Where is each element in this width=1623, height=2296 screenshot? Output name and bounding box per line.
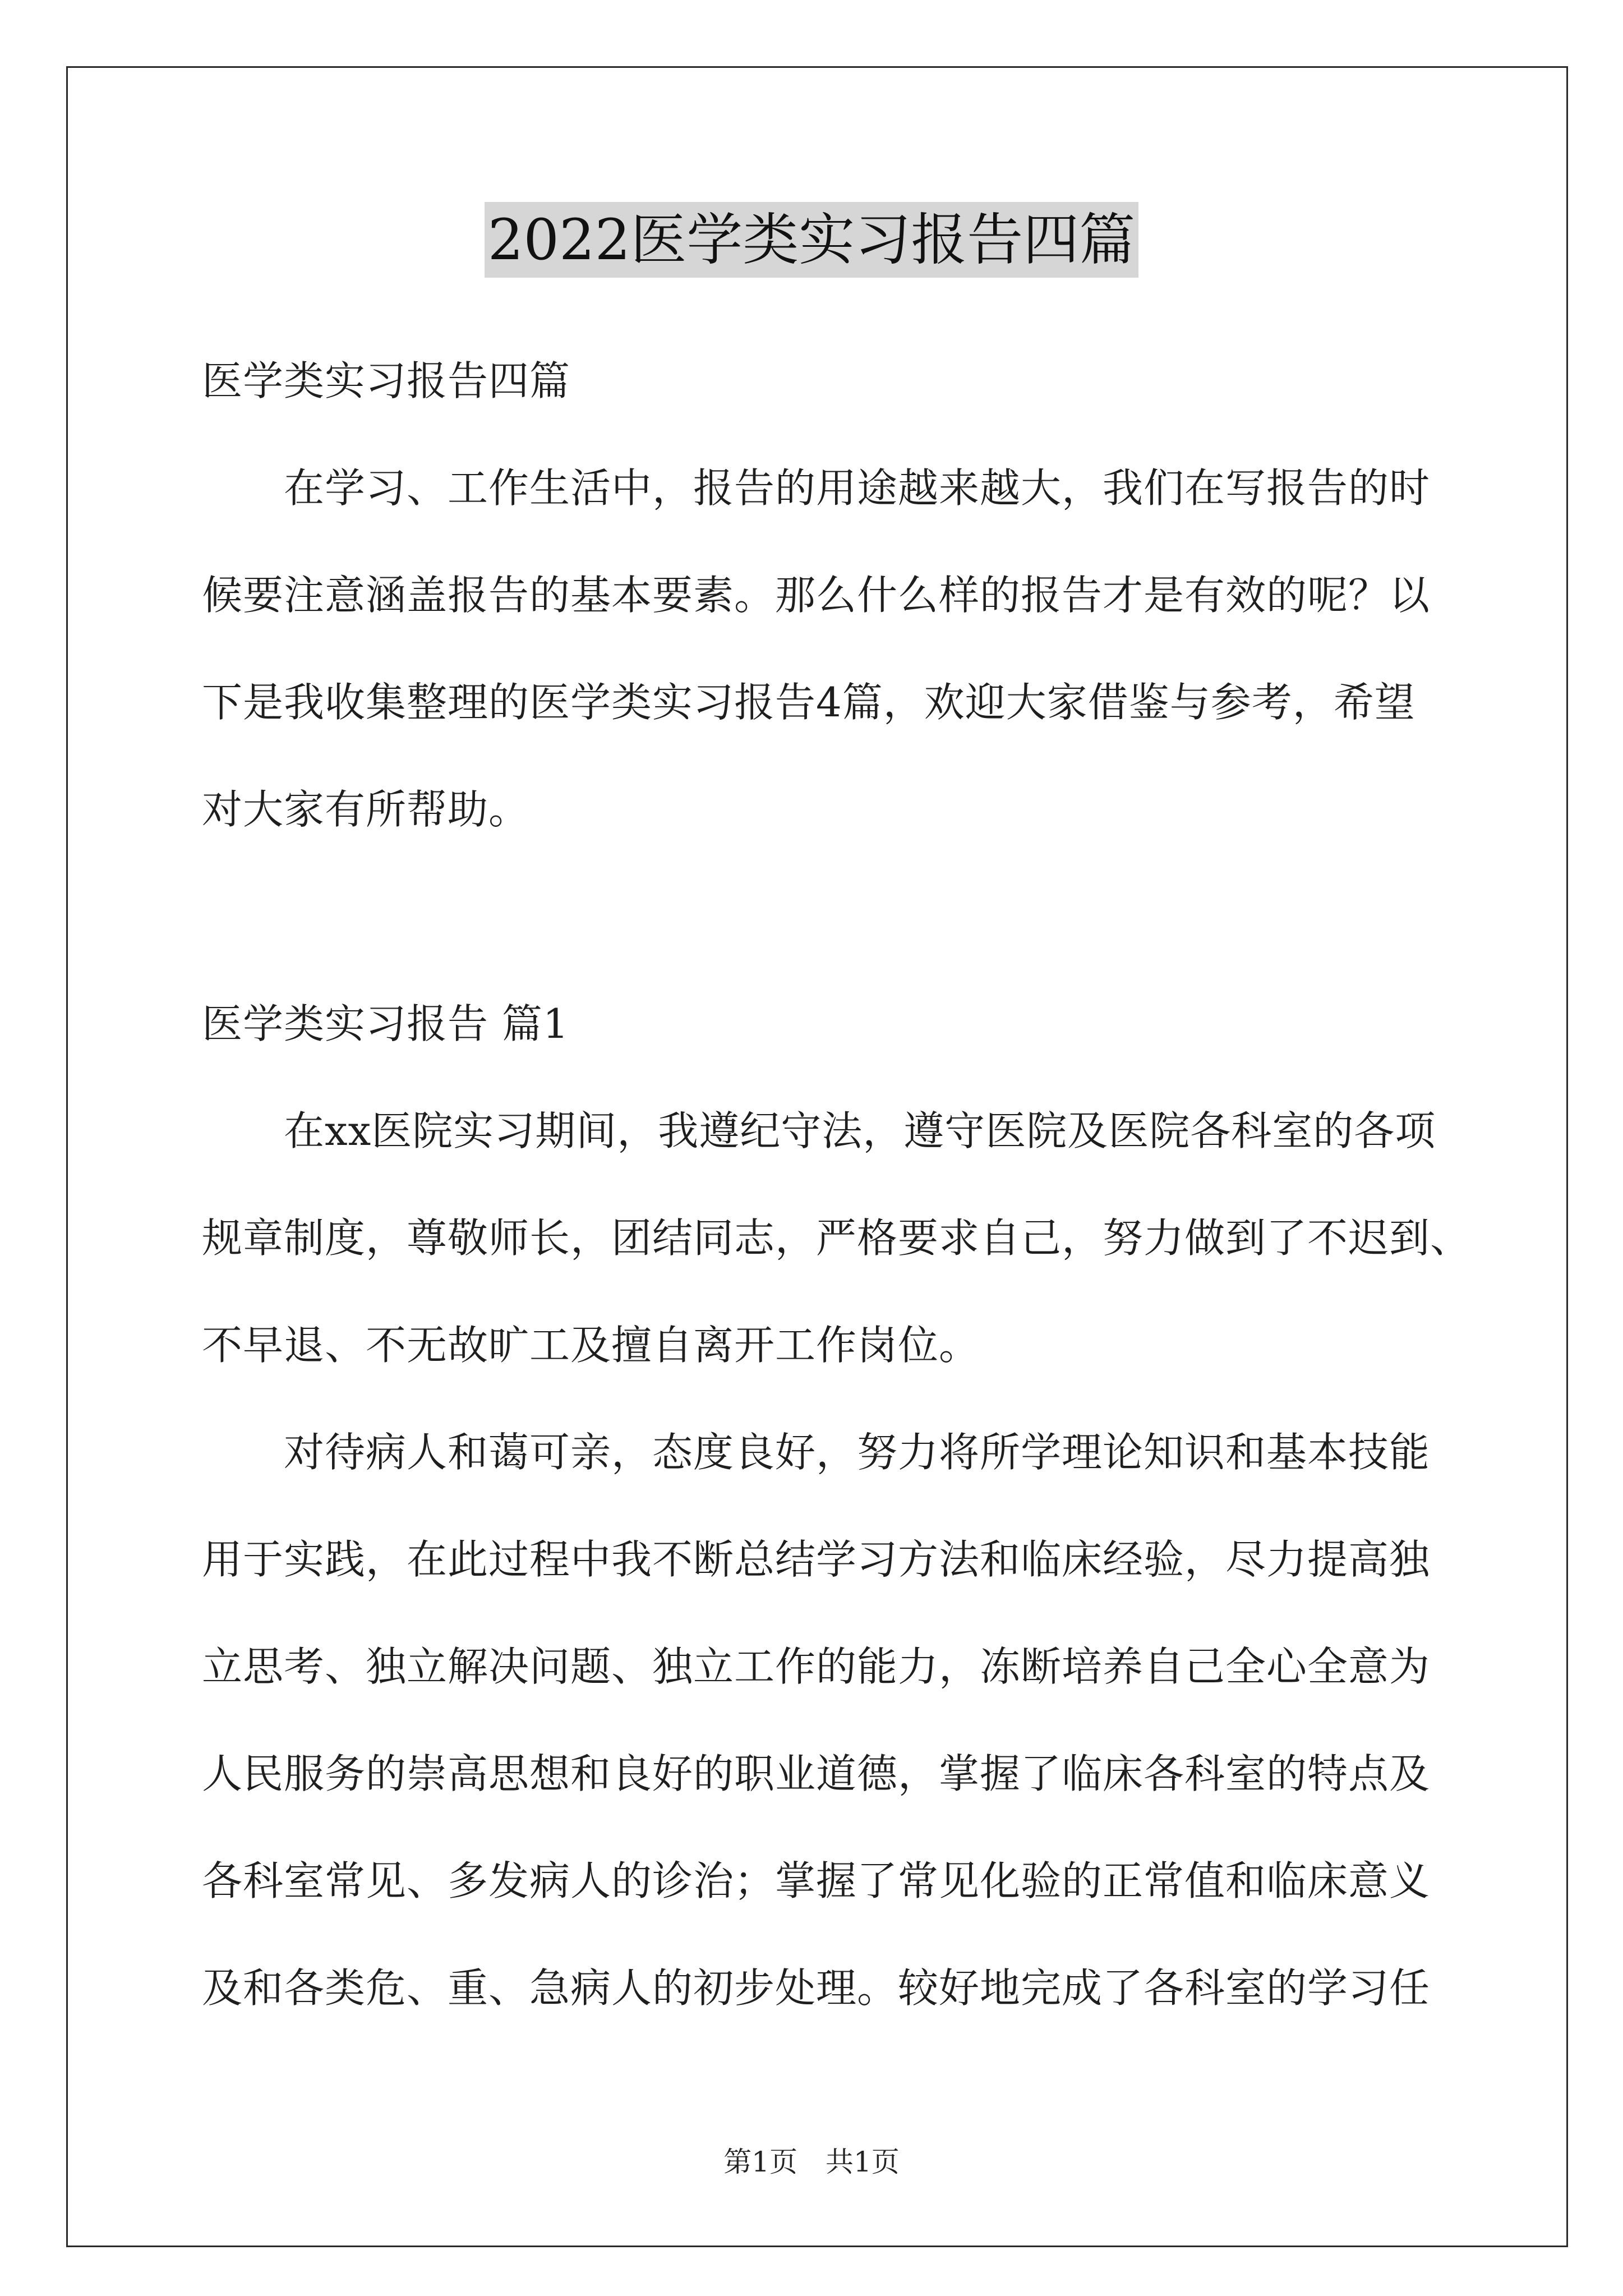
section-1-paragraph-2 bbox=[202, 1399, 1548, 2042]
text-line: 规章制度，尊敬师长，团结同志，严格要求自己，努力做到了不迟到、 bbox=[202, 1214, 1472, 1262]
text-line: 及和各类危、重、急病人的初步处理。较好地完成了各科室的学习任 bbox=[202, 1964, 1431, 2012]
text-line: 各科室常见、多发病人的诊治；掌握了常见化验的正常值和临床意义 bbox=[202, 1857, 1431, 1904]
text-line: 在xx医院实习期间，我遵纪守法，遵守医院及医院各科室的各项 bbox=[284, 1107, 1436, 1154]
document-body bbox=[202, 328, 1548, 2042]
blank-line bbox=[202, 863, 1548, 970]
text-line: 人民服务的崇高思想和良好的职业道德，掌握了临床各科室的特点及 bbox=[202, 1750, 1431, 1797]
document-title: 2022医学类实习报告四篇 bbox=[485, 202, 1139, 278]
text-line: 下是我收集整理的医学类实习报告4篇，欢迎大家借鉴与参考，希望 bbox=[202, 679, 1415, 726]
text-line: 对待病人和蔼可亲，态度良好，努力将所学理论知识和基本技能 bbox=[284, 1429, 1431, 1476]
text-line: 对大家有所帮助。 bbox=[202, 786, 530, 833]
section-heading: 医学类实习报告 篇1 bbox=[202, 1000, 569, 1047]
title-block bbox=[0, 202, 1623, 278]
intro-paragraph bbox=[202, 435, 1548, 863]
text-line: 立思考、独立解决问题、独立工作的能力，冻断培养自己全心全意为 bbox=[202, 1643, 1431, 1690]
section-1-paragraph-1 bbox=[202, 1078, 1548, 1399]
text-line: 在学习、工作生活中，报告的用途越来越大，我们在写报告的时 bbox=[284, 464, 1431, 512]
text-line: 不早退、不无故旷工及擅自离开工作岗位。 bbox=[202, 1322, 980, 1369]
document-subtitle: 医学类实习报告四篇 bbox=[202, 357, 571, 404]
page-number-footer: 第1页 共1页 bbox=[723, 2146, 900, 2178]
text-line: 候要注意涵盖报告的基本要素。那么什么样的报告才是有效的呢？以 bbox=[202, 572, 1431, 619]
text-line: 用于实践，在此过程中我不断总结学习方法和临床经验，尽力提高独 bbox=[202, 1536, 1431, 1583]
